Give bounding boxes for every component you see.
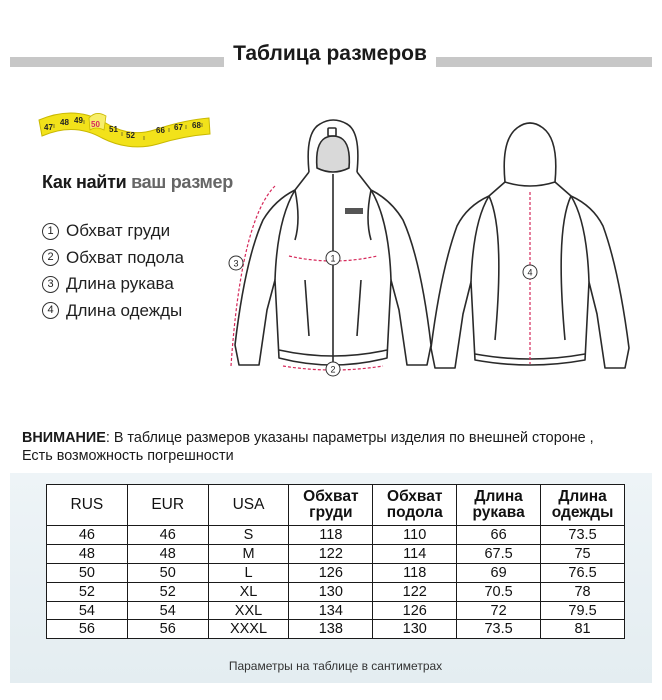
cell: L xyxy=(208,563,289,582)
jacket-front-illustration xyxy=(235,120,431,365)
notice-line1: : В таблице размеров указаны параметры изделия по внешней стороне , xyxy=(105,430,594,446)
cell: 73.5 xyxy=(457,620,541,639)
cell: XXL xyxy=(208,601,289,620)
tape-number-0: 47 xyxy=(44,123,53,132)
page-title: Таблица размеров xyxy=(224,42,436,66)
cell: 122 xyxy=(373,582,457,601)
legend-label: Обхват груди xyxy=(66,221,171,241)
cell: 46 xyxy=(127,526,208,545)
tape-number-3: 50 xyxy=(91,120,100,129)
how-to-find-main: Как найти xyxy=(42,172,127,192)
header-length: Длина одежды xyxy=(541,485,625,526)
tape-number-6: 66 xyxy=(156,126,165,135)
cell: 76.5 xyxy=(541,563,625,582)
cell: 118 xyxy=(373,563,457,582)
cell: 72 xyxy=(457,601,541,620)
tape-number-5: 52 xyxy=(126,131,135,140)
cell: 50 xyxy=(127,563,208,582)
cell: 46 xyxy=(47,526,128,545)
cell: 70.5 xyxy=(457,582,541,601)
how-to-find-sub: ваш размер xyxy=(131,172,233,192)
cell: 67.5 xyxy=(457,544,541,563)
cell: 66 xyxy=(457,526,541,545)
marker-length-label: 4 xyxy=(527,267,533,278)
cell: 48 xyxy=(127,544,208,563)
jacket-back-illustration xyxy=(431,123,629,368)
title-rule-left xyxy=(10,57,224,67)
cell: 52 xyxy=(127,582,208,601)
cell: 122 xyxy=(289,544,373,563)
table-row xyxy=(47,526,625,545)
notice-line2: Есть возможность погрешности xyxy=(22,448,234,464)
cell: 81 xyxy=(541,620,625,639)
cell: 79.5 xyxy=(541,601,625,620)
legend-label: Длина одежды xyxy=(66,300,183,320)
cell: 126 xyxy=(289,563,373,582)
marker-hem-label: 2 xyxy=(330,364,336,375)
header-rus: RUS xyxy=(47,485,128,526)
cell: 78 xyxy=(541,582,625,601)
legend-label: Обхват подола xyxy=(66,247,184,267)
cell: 54 xyxy=(47,601,128,620)
cell: 118 xyxy=(289,526,373,545)
jacket-diagram xyxy=(205,110,655,385)
header-sleeve: Длина рукава xyxy=(457,485,541,526)
table-footnote: Параметры на таблице в сантиметрах xyxy=(228,659,443,673)
cell: 138 xyxy=(289,620,373,639)
cell: 73.5 xyxy=(541,526,625,545)
legend-item xyxy=(42,298,184,325)
title-rule-right xyxy=(436,57,652,67)
tape-number-7: 67 xyxy=(174,123,183,132)
table-row xyxy=(47,620,625,639)
table-row xyxy=(47,544,625,563)
tape-number-1: 48 xyxy=(60,118,69,127)
cell: S xyxy=(208,526,289,545)
header-eur: EUR xyxy=(127,485,208,526)
cell: 126 xyxy=(373,601,457,620)
marker-sleeve-label: 3 xyxy=(233,258,239,269)
header-usa: USA xyxy=(208,485,289,526)
cell: 130 xyxy=(373,620,457,639)
notice-bold: ВНИМАНИЕ xyxy=(22,430,106,446)
cell: 75 xyxy=(541,544,625,563)
cell: 54 xyxy=(127,601,208,620)
marker-chest-label: 1 xyxy=(330,253,336,264)
table-row xyxy=(47,582,625,601)
table-row xyxy=(47,601,625,620)
legend-number: 4 xyxy=(42,302,59,319)
cell: 134 xyxy=(289,601,373,620)
size-notice xyxy=(22,429,652,465)
legend-item xyxy=(42,245,184,272)
header-chest: Обхват груди xyxy=(289,485,373,526)
cell: 48 xyxy=(47,544,128,563)
measurement-legend xyxy=(42,218,184,324)
cell: 50 xyxy=(47,563,128,582)
table-header-row xyxy=(47,485,625,526)
cell: XXXL xyxy=(208,620,289,639)
tape-number-2: 49 xyxy=(74,116,83,125)
legend-number: 2 xyxy=(42,249,59,266)
legend-label: Длина рукава xyxy=(66,274,174,294)
legend-item xyxy=(42,271,184,298)
cell: 110 xyxy=(373,526,457,545)
header-hem: Обхват подола xyxy=(373,485,457,526)
cell: M xyxy=(208,544,289,563)
legend-number: 1 xyxy=(42,223,59,240)
size-table xyxy=(46,484,625,639)
measuring-tape-icon xyxy=(34,100,214,158)
table-row xyxy=(47,563,625,582)
legend-number: 3 xyxy=(42,276,59,293)
cell: XL xyxy=(208,582,289,601)
tape-number-8: 68 xyxy=(192,121,201,130)
legend-item xyxy=(42,218,184,245)
cell: 56 xyxy=(47,620,128,639)
cell: 130 xyxy=(289,582,373,601)
cell: 114 xyxy=(373,544,457,563)
tape-number-4: 51 xyxy=(109,125,118,134)
cell: 56 xyxy=(127,620,208,639)
cell: 69 xyxy=(457,563,541,582)
cell: 52 xyxy=(47,582,128,601)
